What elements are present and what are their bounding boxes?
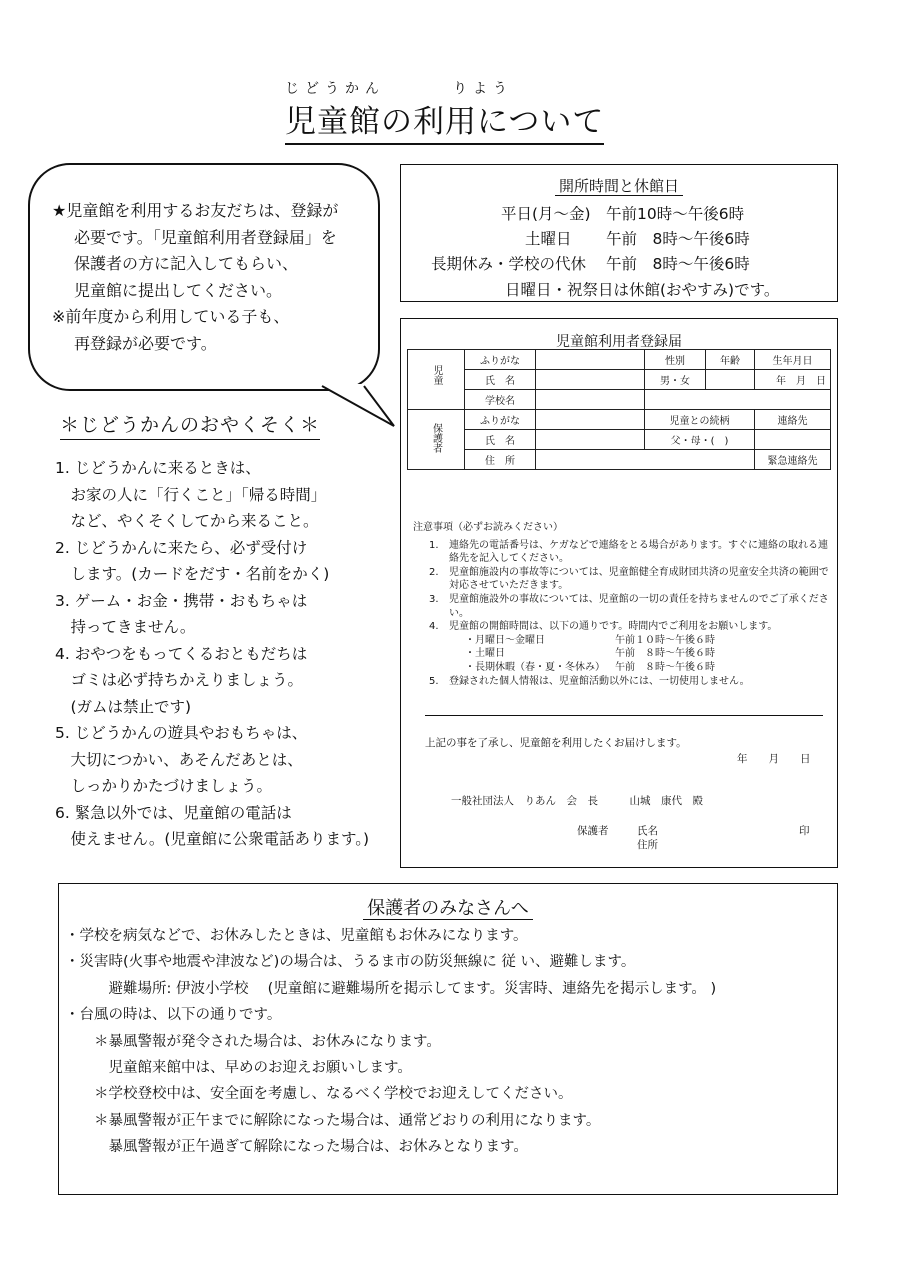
rule-line: (ガムは禁止です)	[55, 697, 192, 716]
title-ruby-riyou: りよう	[453, 81, 513, 97]
school-label: 学校名	[465, 390, 536, 410]
notice-item: 4. 児童館の開館時間は、以下の通りです。時間内でご利用をお願いします。	[429, 621, 778, 633]
guardians-line: 児童館来館中は、早めのお迎えお願いします。	[65, 1060, 412, 1077]
child-name-field[interactable]	[536, 370, 645, 390]
addressee: 一般社団法人 りあん 会 長 山城 康代 殿	[451, 795, 703, 807]
guardians-text	[65, 926, 835, 1158]
notice-item: 5. 登録された個人情報は、児童館活動以外には、一切使用しません。	[429, 675, 750, 687]
date-line[interactable]: 年 月 日	[737, 753, 811, 765]
rule-line: しっかりかたづけましょう。	[55, 777, 273, 795]
address-label: 住 所	[465, 450, 536, 470]
registration-table	[407, 349, 831, 470]
registration-form	[400, 318, 838, 868]
emergency-label: 緊急連絡先	[755, 450, 831, 470]
hours-holiday-time: 午前 8時～午後6時	[606, 255, 750, 273]
rule-line: 持ってきません。	[55, 618, 196, 636]
rule-line: 2. じどうかんに来たら、必ず受付け	[55, 538, 308, 557]
guardian-furigana-field[interactable]	[536, 410, 645, 430]
guardians-line: ・台風の時は、以下の通りです。	[65, 1007, 282, 1024]
guardians-line: ＊暴風警報が正午までに解除になった場合は、通常どおりの利用になります。	[65, 1112, 601, 1129]
birthdate-label: 生年月日	[755, 350, 831, 370]
hours-holiday-label: 長期休み・学校の代休	[431, 255, 587, 273]
guardians-line: ・災害時(火事や地震や津波など)の場合は、うるま市の防災無線に 従 い、避難します。	[65, 954, 636, 971]
rule-line: 3. ゲーム・お金・携帯・おもちゃは	[55, 591, 308, 610]
form-title: 児童館利用者登録届	[556, 334, 682, 350]
child-furigana-label: ふりがな	[465, 350, 536, 370]
rule-line: 1. じどうかんに来るときは、	[55, 459, 261, 477]
contact-field[interactable]	[755, 430, 831, 450]
guardians-line: 暴風警報が正午過ぎて解除になった場合は、お休みとなります。	[65, 1139, 528, 1156]
hours-title: 開所時間と休館日	[401, 175, 837, 196]
guardian-name-field[interactable]	[536, 430, 645, 450]
guardians-title: 保護者のみなさんへ	[59, 894, 837, 920]
age-field[interactable]	[706, 370, 755, 390]
rules-header: ＊じどうかんのおやくそく＊	[60, 410, 320, 440]
guardian-furigana-label: ふりがな	[465, 410, 536, 430]
notice-section	[413, 521, 833, 688]
speech-bubble-tail	[318, 384, 398, 430]
bubble-line: 必要です。「児童館利用者登録届」を	[74, 227, 337, 247]
relation-label: 児童との続柄	[645, 410, 755, 430]
rule-line: ゴミは必ず持ちかえりましょう。	[55, 671, 304, 689]
guardians-line: ＊暴風警報が発令された場合は、お休みになります。	[65, 1033, 441, 1050]
rule-line: 使えません。(児童館に公衆電話あります。)	[55, 830, 370, 848]
rule-line: お家の人に「行くこと」「帰る時間」	[55, 485, 327, 504]
rule-line: 5. じどうかんの遊具やおもちゃは、	[55, 724, 308, 742]
bubble-line: ★児童館を利用するお友だちは、登録が	[52, 201, 339, 220]
birthdate-field[interactable]: 年 月 日	[755, 370, 831, 390]
address-field[interactable]	[536, 450, 755, 470]
guardians-line: ・学校を病気などで、お休みしたときは、児童館もお休みになります。	[65, 928, 528, 944]
gender-label: 性別	[645, 350, 706, 370]
schedule-row: ・土曜日 午前 ８時～午後６時	[465, 648, 715, 660]
rules-list	[55, 455, 400, 853]
guardians-line: ＊学校登校中は、安全面を考慮し、なるべく学校でお迎えしてください。	[65, 1086, 573, 1103]
hours-weekday-time: 午前10時～午後6時	[606, 205, 745, 223]
hours-saturday-time: 午前 8時～午後6時	[606, 230, 750, 248]
rule-line: します。(カードをだす・名前をかく)	[55, 565, 330, 583]
bubble-line: 保護者の方に記入してもらい、	[74, 254, 299, 273]
child-name-label: 氏 名	[465, 370, 536, 390]
sig-address-label: 住所	[637, 839, 658, 851]
school-blank	[645, 390, 831, 410]
title-ruby-jidoukan: じどうかん	[285, 81, 385, 97]
schedule-row: ・長期休暇（春・夏・冬休み） 午前 ８時～午後６時	[465, 661, 715, 673]
child-furigana-field[interactable]	[536, 350, 645, 370]
bubble-text	[52, 198, 372, 357]
rule-line: 4. おやつをもってくるおともだちは	[55, 644, 308, 663]
guardians-notice-box	[58, 883, 838, 1195]
bubble-line: ※前年度から利用している子も、	[52, 307, 290, 326]
rule-line: 6. 緊急以外では、児童館の電話は	[55, 803, 292, 822]
gender-options[interactable]: 男・女	[645, 370, 706, 390]
notice-item: 1. 連絡先の電話番号は、ケガなどで連絡をとる場合があります。すぐに連絡の取れる連絡先を記入してください。	[429, 539, 828, 565]
opening-hours-box	[400, 164, 838, 302]
school-field[interactable]	[536, 390, 645, 410]
rule-line: 大切につかい、あそんだあとは、	[55, 750, 303, 769]
agreement-text: 上記の事を了承し、児童館を利用したくお届けします。	[425, 737, 687, 749]
bubble-line: 再登録が必要です。	[74, 333, 217, 353]
hours-weekday-label: 平日(月～金)	[501, 205, 591, 223]
bubble-line: 児童館に提出してください。	[74, 280, 283, 300]
divider	[425, 715, 823, 716]
age-label: 年齢	[706, 350, 755, 370]
seal-label: 印	[799, 825, 810, 837]
notice-item: 2. 児童館施設内の事故等については、児童館健全育成財団共済の児童安全共済の範囲で対応させていただきます。	[429, 566, 829, 592]
hours-closed: 日曜日・祝祭日は休館(おやすみ)です。	[505, 281, 780, 299]
schedule-row: ・月曜日～金曜日 午前１０時～午後６時	[465, 634, 715, 646]
relation-options[interactable]: 父・母・( )	[645, 430, 755, 450]
guardian-sig-label: 保護者	[577, 825, 609, 837]
notice-title: 注意事項（必ずお読みください）	[413, 522, 563, 533]
sig-name-label: 氏名	[637, 825, 658, 837]
contact-label: 連絡先	[755, 410, 831, 430]
notice-item: 3. 児童館施設外の事故については、児童館の一切の責任を持ちませんのでご了承ください。	[429, 593, 829, 619]
rule-line: など、やくそくしてから来ること。	[55, 512, 319, 530]
page-title: 児童館の利用について	[285, 96, 604, 145]
child-label: 児童	[408, 350, 465, 410]
guardians-line: 避難場所: 伊波小学校 (児童館に避難場所を掲示してます。災害時、連絡先を掲示します。 )	[65, 980, 717, 997]
guardian-name-label: 氏 名	[465, 430, 536, 450]
guardian-label: 保護者	[408, 410, 465, 470]
hours-saturday-label: 土曜日	[525, 230, 572, 248]
